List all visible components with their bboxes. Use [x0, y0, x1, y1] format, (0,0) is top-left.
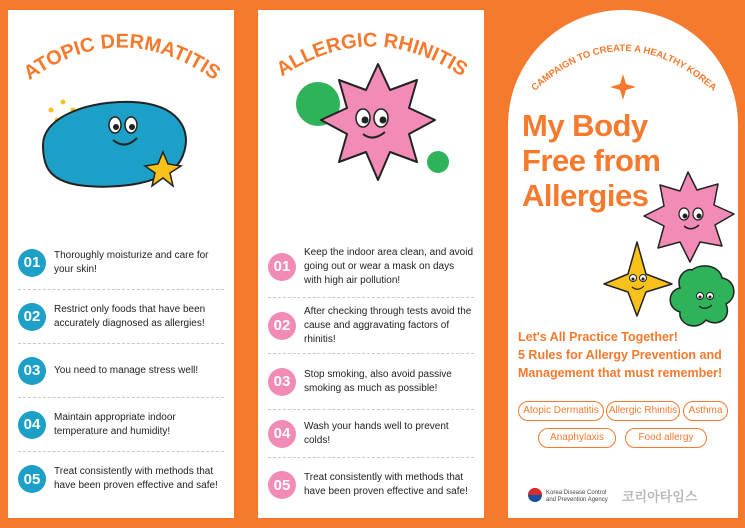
- cover-title-line: Free from: [522, 143, 661, 178]
- campaign-heading: [508, 10, 738, 120]
- government-logo-icon: [528, 488, 542, 502]
- rule-number: 05: [18, 465, 46, 493]
- panel2-rules: [268, 236, 474, 512]
- campaign-text: CAMPAIGN TO CREATE A HEALTHY KOREA: [529, 42, 719, 94]
- panel2-title-text: ALLERGIC RHINITIS: [272, 29, 472, 81]
- rule-text: Stop smoking, also avoid passive smoking as much as possible!: [304, 368, 452, 394]
- panel-cover: [508, 10, 738, 518]
- rule-number: 02: [18, 303, 46, 331]
- allergy-characters-icon: [602, 170, 738, 340]
- panel1-rules: [18, 236, 224, 506]
- list-item: [268, 410, 474, 458]
- rule-text: Wash your hands well to prevent colds!: [304, 420, 449, 446]
- list-item: [18, 290, 224, 344]
- panel-allergic-rhinitis: [258, 10, 484, 518]
- list-item: [18, 452, 224, 506]
- list-item: [268, 298, 474, 354]
- watermark: 코리아타임스: [622, 490, 698, 505]
- atopic-character-icon: [33, 90, 193, 200]
- rule-text: Maintain appropriate indoor temperature and humidity!: [54, 411, 176, 437]
- rule-text: Treat consistently with methods that have been proven effective and safe!: [54, 466, 218, 491]
- list-item: [18, 398, 224, 452]
- rule-text: After checking through tests avoid the cause and aggravating factors of rhinitis!: [304, 305, 472, 345]
- list-item: [268, 236, 474, 298]
- svg-text:ATOPIC DERMATITIS: [20, 30, 224, 84]
- list-item: [18, 344, 224, 398]
- practice-line: Let's All Practice Together!: [518, 330, 678, 344]
- rule-number: 01: [18, 249, 46, 277]
- rule-text: Keep the indoor area clean, and avoid going out or wear a mask on days with high air pollution!: [304, 246, 474, 286]
- rule-number: 01: [268, 253, 296, 281]
- rule-number: 03: [18, 357, 46, 385]
- rule-number: 04: [18, 411, 46, 439]
- sparkle-icon: [610, 74, 636, 100]
- panel-atopic-dermatitis: [8, 10, 234, 518]
- tag-anaphylaxis: Anaphylaxis: [538, 428, 616, 448]
- practice-line: 5 Rules for Allergy Prevention and: [518, 348, 722, 362]
- rule-number: 03: [268, 368, 296, 396]
- tag-allergic-rhinitis: Allergic Rhinitis: [606, 401, 680, 421]
- rule-number: 05: [268, 471, 296, 499]
- rule-number: 04: [268, 420, 296, 448]
- practice-heading: [518, 328, 734, 382]
- panel1-title-text: ATOPIC DERMATITIS: [19, 30, 225, 85]
- rule-number: 02: [268, 312, 296, 340]
- tag-food-allergy: Food allergy: [625, 428, 707, 448]
- practice-line: Management that must remember!: [518, 366, 723, 380]
- rhinitis-character-icon: [293, 62, 463, 192]
- list-item: [18, 236, 224, 290]
- tag-asthma: Asthma: [683, 401, 728, 421]
- rule-text: Thoroughly moisturize and care for your skin!: [54, 249, 209, 275]
- footer-org-name: Korea Disease Control and Prevention Agency: [546, 490, 608, 503]
- cover-title-line: Allergies: [522, 178, 649, 213]
- rule-text: Restrict only foods that have been accurately diagnosed as allergies!: [54, 303, 206, 329]
- rule-text: Treat consistently with methods that have been proven effective and safe!: [304, 472, 468, 497]
- tag-atopic-dermatitis: Atopic Dermatitis: [518, 401, 604, 421]
- rule-text: You need to manage stress well!: [54, 364, 199, 376]
- list-item: [268, 354, 474, 410]
- cover-title-line: My Body: [522, 108, 648, 143]
- list-item: [268, 458, 474, 512]
